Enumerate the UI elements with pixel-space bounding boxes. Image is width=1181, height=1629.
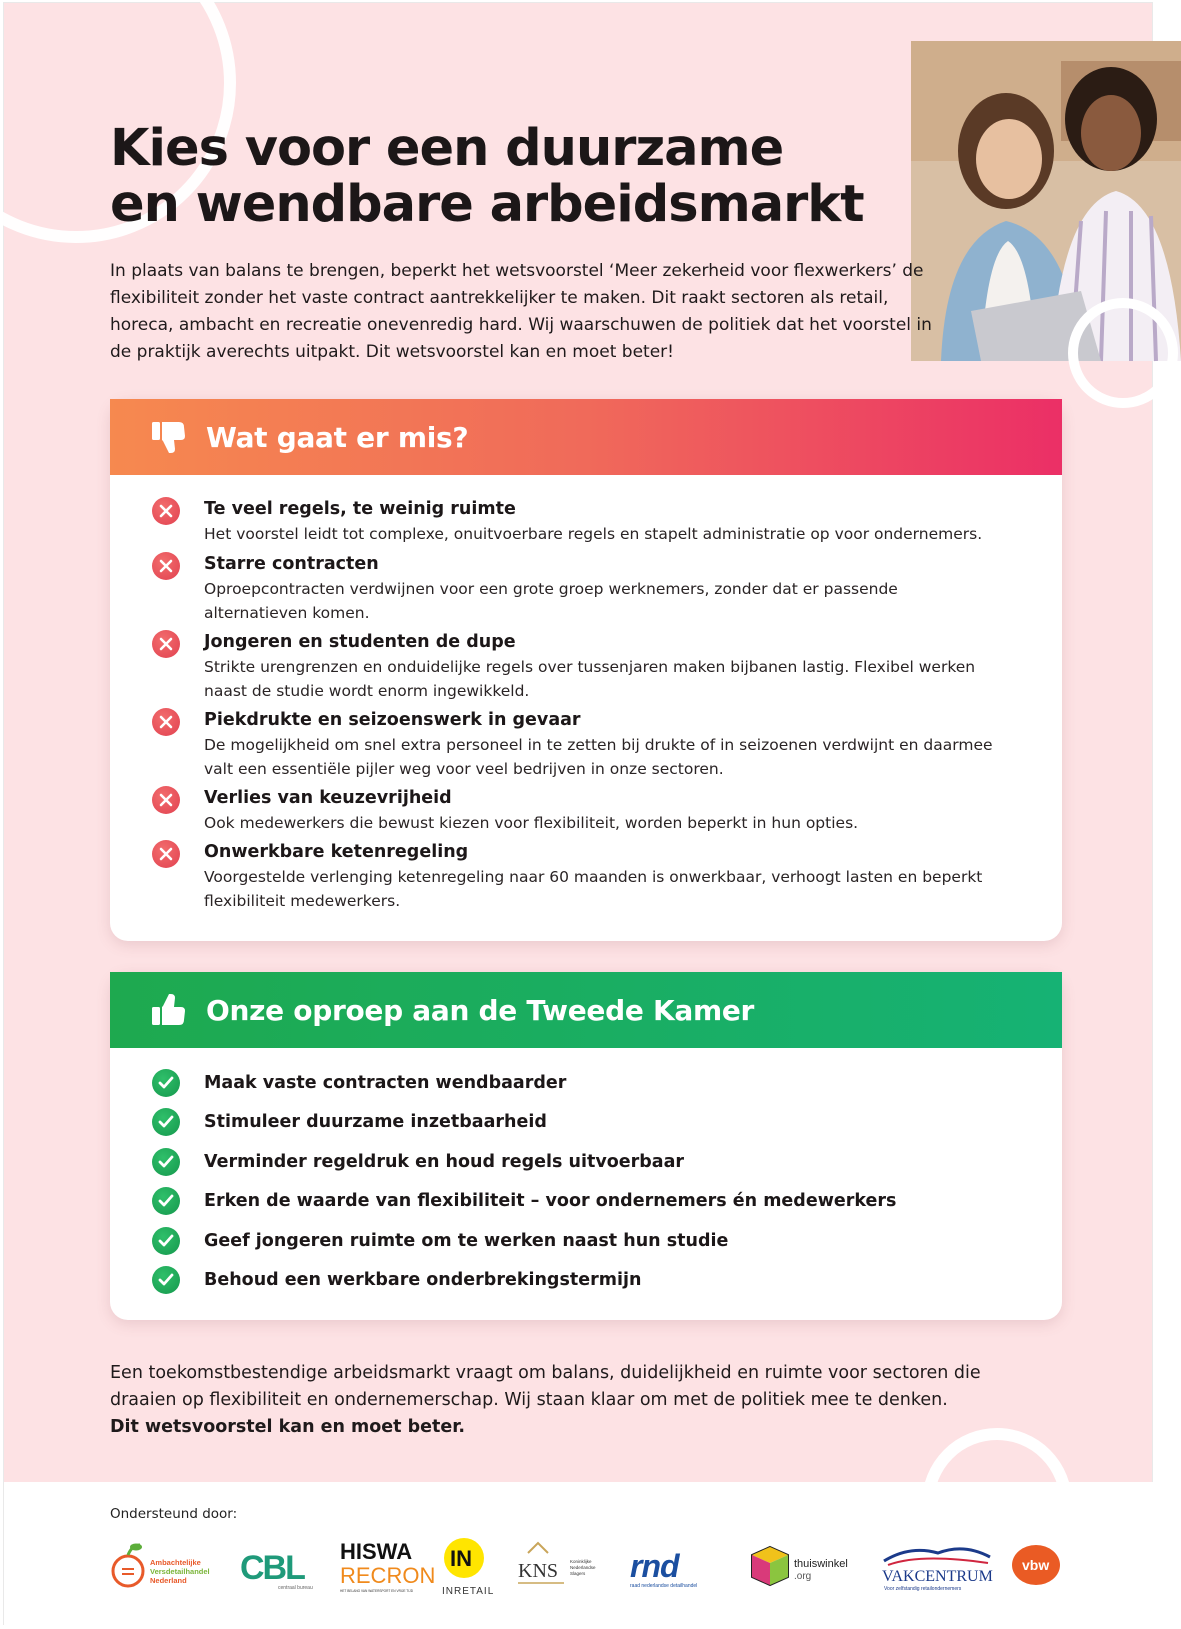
logo-thuiswinkel-sub: .org bbox=[794, 1571, 812, 1582]
closing-text: Een toekomstbestendige arbeidsmarkt vraagt om balans, duidelijkheid en ruimte voor sectoren die draaien op flexibiliteit en ondernemerschap. Wij staan klaar om met de politiek mee te denken. bbox=[110, 1363, 981, 1410]
supporters-label: Ondersteund door: bbox=[110, 1506, 238, 1522]
cross-icon bbox=[152, 552, 180, 580]
logo-vakcentrum-sub: Voor zelfstandig retailondernemers bbox=[884, 1586, 962, 1592]
call-to-action-card bbox=[110, 972, 1062, 1320]
call-item-text: Erken de waarde van flexibiliteit – voor ondernemers én medewerkers bbox=[204, 1191, 897, 1211]
call-item-text: Maak vaste contracten wendbaarder bbox=[204, 1073, 567, 1093]
logo-vakcentrum bbox=[880, 1534, 998, 1600]
problem-title: Piekdrukte en seizoenswerk in gevaar bbox=[204, 710, 581, 730]
problems-card bbox=[110, 399, 1062, 941]
logo-text-line: Ambachtelijke bbox=[150, 1558, 201, 1567]
call-item-text: Behoud een werkbare onderbrekingstermijn bbox=[204, 1270, 642, 1290]
logo-vakcentrum-text: VAKCENTRUM bbox=[882, 1568, 993, 1585]
thumbs-up-icon bbox=[150, 991, 188, 1029]
logo-kns-sub: Koninklijke bbox=[570, 1559, 592, 1564]
call-item-text: Geef jongeren ruimte om te werken naast hun studie bbox=[204, 1231, 729, 1251]
problem-description: Ook medewerkers die bewust kiezen voor flexibiliteit, worden beperkt in hun opties. bbox=[204, 814, 859, 832]
thumbs-down-icon bbox=[150, 418, 188, 456]
problem-description: De mogelijkheid om snel extra personeel in te zetten bij drukte of in seizoenen verdwijnt en daarmee valt een essentiële pijler weg voor veel bedrijven in onze sectoren. bbox=[204, 736, 993, 778]
logo-cbl-sub: centraal bureau bbox=[278, 1585, 313, 1591]
supporter-logos bbox=[110, 1534, 1070, 1604]
problem-description: Strikte urengrenzen en onduidelijke regels over tussenjaren maken bijbanen lastig. Flexibel werken naast de studie wordt enorm ingewikkeld. bbox=[204, 658, 976, 700]
problem-title: Starre contracten bbox=[204, 554, 379, 574]
call-item bbox=[110, 1266, 1062, 1296]
logo-vbw-text: vbw bbox=[1022, 1557, 1050, 1573]
poster bbox=[3, 2, 1153, 1625]
logo-cbl-text: CBL bbox=[240, 1549, 304, 1587]
problem-title: Verlies van keuzevrijheid bbox=[204, 788, 452, 808]
problems-card-header bbox=[110, 399, 1062, 475]
logo-kns-sub: Slagers bbox=[570, 1571, 586, 1576]
logo-inretail-text: INRETAIL bbox=[442, 1586, 495, 1597]
logo-text-line: Versdetailhandel bbox=[150, 1567, 210, 1576]
check-icon bbox=[152, 1266, 180, 1294]
logo-hiswa-recron bbox=[338, 1534, 436, 1600]
logo-hiswa-sub: HET BELANG VAN WATERSPORT EN VRIJE TIJD bbox=[340, 1589, 414, 1593]
closing-bold-statement: Dit wetsvoorstel kan en moet beter. bbox=[110, 1417, 466, 1437]
problem-title: Te veel regels, te weinig ruimte bbox=[204, 499, 516, 519]
call-item bbox=[110, 1108, 1062, 1138]
call-item bbox=[110, 1069, 1062, 1099]
problem-description: Oproepcontracten verdwijnen voor een grote groep werknemers, zonder dat er passende alternatieven komen. bbox=[204, 580, 898, 622]
check-icon bbox=[152, 1148, 180, 1176]
logo-rnd-text: rnd bbox=[630, 1548, 679, 1584]
check-icon bbox=[152, 1069, 180, 1097]
cross-icon bbox=[152, 786, 180, 814]
logo-thuiswinkel-text: thuiswinkel bbox=[794, 1558, 848, 1570]
logo-thuiswinkel bbox=[752, 1534, 862, 1600]
closing-paragraph bbox=[110, 1360, 1050, 1441]
cross-icon bbox=[152, 497, 180, 525]
logo-kns-text: KNS bbox=[518, 1560, 559, 1582]
logo-kns bbox=[514, 1534, 606, 1600]
problem-description: Het voorstel leidt tot complexe, onuitvoerbare regels en stapelt administratie op voor ondernemers. bbox=[204, 525, 983, 543]
title-line-2: en wendbare arbeidsmarkt bbox=[110, 175, 864, 234]
call-item bbox=[110, 1148, 1062, 1178]
call-item-text: Stimuleer duurzame inzetbaarheid bbox=[204, 1112, 547, 1132]
title-line-1: Kies voor een duurzame bbox=[110, 119, 784, 178]
logo-hiswa-line2: RECRON bbox=[340, 1563, 436, 1588]
cross-icon bbox=[152, 840, 180, 868]
logo-rnd-sub: raad nederlandse detailhandel bbox=[630, 1583, 698, 1589]
logo-inretail bbox=[438, 1534, 502, 1600]
logo-inretail-badge: IN bbox=[450, 1546, 472, 1571]
supporters-footer bbox=[4, 1482, 1154, 1626]
call-item-text: Verminder regeldruk en houd regels uitvoerbaar bbox=[204, 1152, 685, 1172]
logo-ambachtelijke-versdetailhandel bbox=[110, 1534, 222, 1600]
call-item bbox=[110, 1227, 1062, 1257]
problem-title: Jongeren en studenten de dupe bbox=[204, 632, 516, 652]
check-icon bbox=[152, 1227, 180, 1255]
cross-icon bbox=[152, 630, 180, 658]
cross-icon bbox=[152, 708, 180, 736]
intro-paragraph: In plaats van balans te brengen, beperkt het wetsvoorstel ‘Meer zekerheid voor flexwerkers’ de flexibiliteit zonder het vaste contract aantrekkelijker te maken. Dit raakt sectoren als retail, horeca, ambacht en recreatie onevenredig hard. Wij waarschuwen de politiek dat het voorstel in de praktijk averechts uitpakt. Dit wetsvoorstel kan en moet beter! bbox=[110, 261, 932, 362]
problem-description: Voorgestelde verlenging ketenregeling naar 60 maanden is onwerkbaar, verhoogt lasten en beperkt flexibiliteit medewerkers. bbox=[204, 868, 983, 910]
check-icon bbox=[152, 1187, 180, 1215]
logo-hiswa-line1: HISWA bbox=[340, 1539, 413, 1564]
logo-vbw bbox=[1010, 1534, 1066, 1600]
page-title bbox=[110, 121, 910, 233]
logo-text-line: Nederland bbox=[150, 1576, 187, 1585]
call-card-title: Onze oproep aan de Tweede Kamer bbox=[206, 993, 755, 1027]
logo-cbl bbox=[240, 1534, 316, 1600]
problem-title: Onwerkbare ketenregeling bbox=[204, 842, 469, 862]
call-card-header bbox=[110, 972, 1062, 1048]
problems-card-title: Wat gaat er mis? bbox=[206, 420, 469, 454]
call-item bbox=[110, 1187, 1062, 1217]
logo-kns-sub: Nederlandse bbox=[570, 1565, 596, 1570]
decorative-ring bbox=[1068, 298, 1178, 408]
check-icon bbox=[152, 1108, 180, 1136]
logo-rnd bbox=[626, 1534, 726, 1600]
